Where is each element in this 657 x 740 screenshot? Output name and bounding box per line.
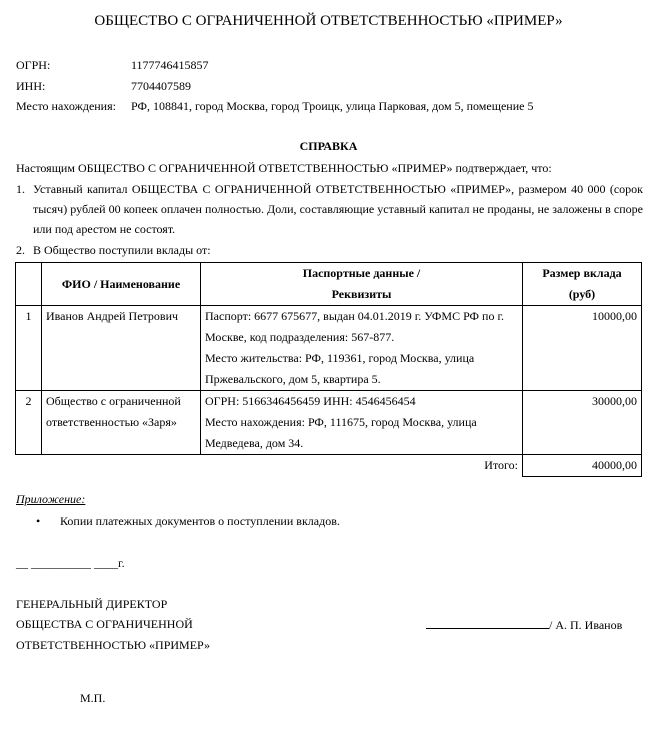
date-line: __ __________ ____г. [16, 556, 125, 570]
header-passport-line: Паспортные данные / [302, 266, 421, 280]
row-amount: 30000,00 [523, 391, 642, 455]
organization-title: ОБЩЕСТВО С ОГРАНИЧЕННОЙ ОТВЕТСТВЕННОСТЬЮ «ПРИМЕР» [94, 13, 563, 29]
item-text: Уставный капитал ОБЩЕСТВА С ОГРАНИЧЕННОЙ ОТВЕТСТВЕННОСТЬЮ «ПРИМЕР», размером 40 000 (сорок тысяч) рублей 00 копеек оплачен полностью. Доли, составляющие уставный капитал не проданы, не заложены в споре или под арестом не состоят. [33, 182, 643, 236]
row-details-line: ОГРН: 5166346456459 ИНН: 4546456454 [205, 394, 416, 408]
header-amount [523, 263, 642, 306]
row-amount: 10000,00 [523, 306, 642, 391]
table-row [16, 306, 642, 391]
header-amount-line: (руб) [568, 287, 596, 301]
bullet-icon: • [36, 514, 41, 528]
signatory-position: ГЕНЕРАЛЬНЫЙ ДИРЕКТОР [16, 597, 168, 611]
item-text: В Общество поступили вклады от: [33, 243, 211, 257]
row-number: 2 [16, 391, 42, 455]
total-spacer [42, 455, 201, 477]
row-name: Общество с ограниченной ответственностью «Заря» [42, 391, 201, 455]
total-label: Итого: [201, 455, 523, 477]
signer-name: / А. П. Иванов [549, 618, 623, 632]
address-label: Место нахождения: [16, 99, 116, 113]
header-number [16, 263, 42, 306]
certificate-title: СПРАВКА [299, 139, 358, 153]
row-details [201, 306, 523, 391]
header-name: ФИО / Наименование [42, 263, 201, 306]
stamp-place: М.П. [80, 691, 106, 705]
item-number: 1. [16, 182, 25, 196]
appendix-item: Копии платежных документов о поступлении вкладов. [60, 514, 340, 528]
item-number: 2. [16, 243, 25, 257]
address-value: РФ, 108841, город Москва, город Троицк, улица Парковая, дом 5, помещение 5 [131, 99, 534, 113]
header-passport-line: Реквизиты [331, 287, 392, 301]
total-spacer [16, 455, 42, 477]
inn-label: ИНН: [16, 79, 46, 93]
signature-block [426, 614, 622, 635]
row-details-line: Место жительства: РФ, 119361, город Москва, улица Пржевальского, дом 5, квартира 5. [205, 351, 475, 386]
table-total-row [16, 455, 642, 477]
ogrn-label: ОГРН: [16, 58, 51, 72]
ogrn-value: 1177746415857 [131, 58, 209, 72]
inn-value: 7704407589 [131, 79, 191, 93]
signature-line [426, 614, 549, 629]
header-passport [201, 263, 523, 306]
certificate-intro: Настоящим ОБЩЕСТВО С ОГРАНИЧЕННОЙ ОТВЕТСТВЕННОСТЬЮ «ПРИМЕР» подтверждает, что: [16, 161, 552, 175]
total-amount: 40000,00 [523, 455, 642, 477]
row-details [201, 391, 523, 455]
deposits-table [15, 262, 642, 477]
header-amount-line: Размер вклада [542, 266, 622, 280]
row-number: 1 [16, 306, 42, 391]
appendix-title: Приложение: [16, 492, 86, 506]
signatory-position: ОТВЕТСТВЕННОСТЬЮ «ПРИМЕР» [16, 638, 211, 652]
row-details-line: Место нахождения: РФ, 111675, город Москва, улица Медведева, дом 34. [205, 415, 477, 450]
table-header-row [16, 263, 642, 306]
signatory-position: ОБЩЕСТВА С ОГРАНИЧЕННОЙ [16, 617, 193, 631]
row-details-line: Паспорт: 6677 675677, выдан 04.01.2019 г. УФМС РФ по г. Москве, код подразделения: 567-877. [205, 309, 505, 344]
row-name: Иванов Андрей Петрович [42, 306, 201, 391]
table-row [16, 391, 642, 455]
